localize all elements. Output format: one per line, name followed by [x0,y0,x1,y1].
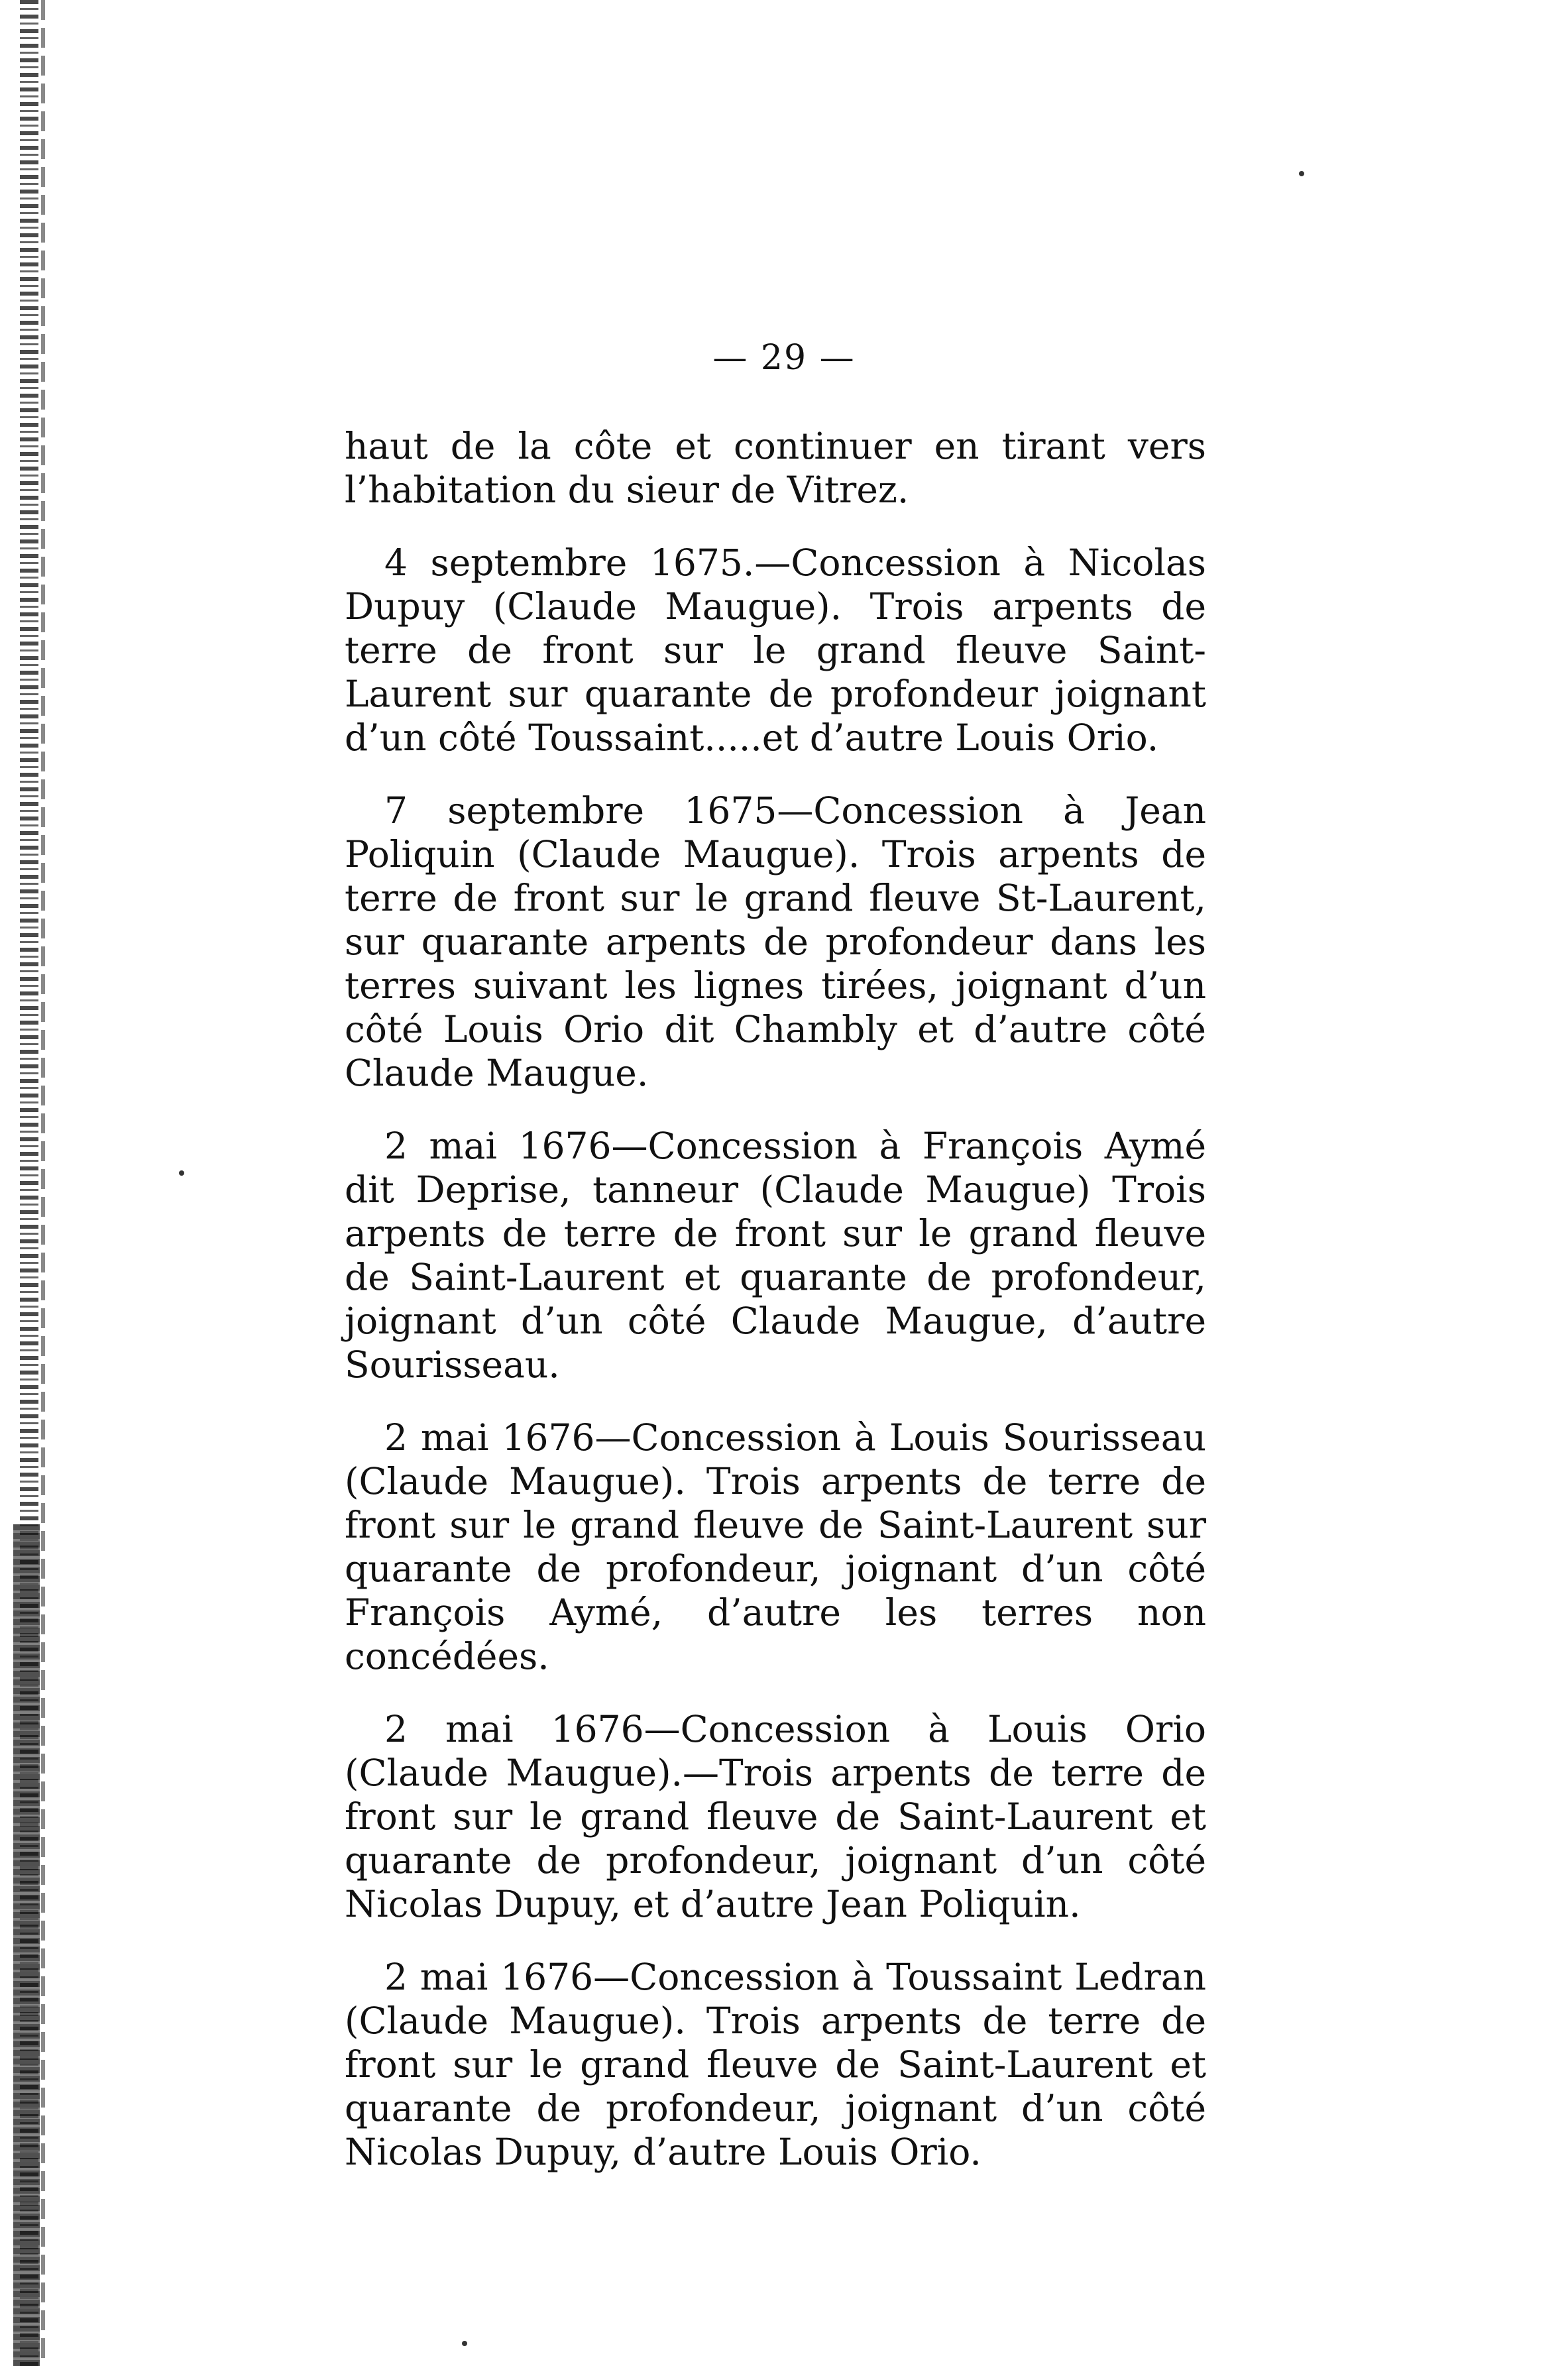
paragraph-concession-poliquin: 7 septembre 1675—Concession à Jean Poliquin (Claude Maugue). Trois arpents de terre de front sur le grand fleuve St-Laurent, sur quarante arpents de profondeur dans les terres suivant les lignes tirées, joignant d’un côté Louis Orio dit Chambly et d’autre côté Claude Maugue. [345,789,1206,1094]
paragraph-concession-sourisseau: 2 mai 1676—Concession à Louis Sourisseau (Claude Maugue). Trois arpents de terre de front sur le grand fleuve de Saint-Laurent sur quarante de profondeur, joignant d’un côté François Aymé, d’autre les terres non concédées. [345,1416,1206,1677]
scan-speck [462,2341,467,2346]
scan-speck [179,1170,184,1176]
paragraph-continuation: haut de la côte et continuer en tirant vers l’habitation du sieur de Vitrez. [345,425,1206,511]
paragraph-concession-orio: 2 mai 1676—Concession à Louis Orio (Claude Maugue).—Trois arpents de terre de front sur le grand fleuve de Saint-Laurent et quarante de profondeur, joignant d’un côté Nicolas Dupuy, et d’autre Jean Poliquin. [345,1708,1206,1925]
paragraph-concession-dupuy: 4 septembre 1675.—Concession à Nicolas Dupuy (Claude Maugue). Trois arpents de terre de front sur le grand fleuve Saint-Laurent sur quarante de profondeur joignant d’un côté Toussaint.....et d’autre Louis Orio. [345,541,1206,759]
page-number: — 29 — [712,338,856,378]
text-column [345,424,1206,2203]
page-binding-dark-edge [13,1524,40,2366]
paragraph-concession-ayme: 2 mai 1676—Concession à François Aymé dit Deprise, tanneur (Claude Maugue) Trois arpents de terre de front sur le grand fleuve de Saint-Laurent et quarante de profondeur, joignant d’un côté Claude Maugue, d’autre Sourisseau. [345,1125,1206,1386]
scan-speck [1299,171,1304,176]
paragraph-concession-ledran: 2 mai 1676—Concession à Toussaint Ledran (Claude Maugue). Trois arpents de terre de front sur le grand fleuve de Saint-Laurent et quarante de profondeur, joignant d’un côté Nicolas Dupuy, d’autre Louis Orio. [345,1956,1206,2173]
